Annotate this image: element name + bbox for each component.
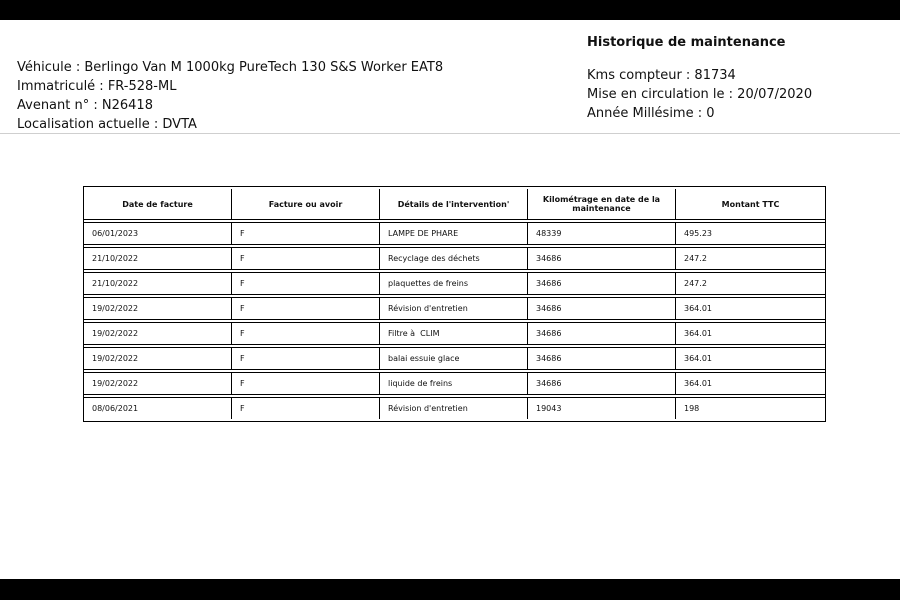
header-divider	[0, 133, 900, 134]
cell-type: F	[232, 372, 380, 395]
cell-details: Recyclage des déchets	[380, 247, 528, 270]
cell-type: F	[232, 297, 380, 320]
cell-type: F	[232, 247, 380, 270]
maintenance-meta	[587, 66, 812, 123]
odometer-reading: Kms compteur : 81734	[587, 68, 736, 83]
cell-mileage: 34686	[528, 247, 676, 270]
cell-amount: 495.23	[676, 222, 825, 245]
cell-amount: 364.01	[676, 297, 825, 320]
table-row	[84, 397, 825, 419]
vehicle-model: Véhicule : Berlingo Van M 1000kg PureTech 130 S&S Worker EAT8	[17, 60, 444, 75]
cell-type: F	[232, 397, 380, 419]
page-title: Historique de maintenance	[587, 35, 786, 50]
document-page	[0, 20, 900, 579]
cell-date: 19/02/2022	[84, 322, 232, 345]
table-header-row	[84, 189, 825, 220]
amendment-number: Avenant n° : N26418	[17, 98, 153, 113]
cell-type: F	[232, 322, 380, 345]
cell-mileage: 19043	[528, 397, 676, 419]
cell-date: 08/06/2021	[84, 397, 232, 419]
column-header-details: Détails de l'intervention'	[380, 189, 528, 220]
column-header-date: Date de facture	[84, 189, 232, 220]
cell-amount: 247.2	[676, 272, 825, 295]
table-row	[84, 322, 825, 345]
cell-mileage: 34686	[528, 322, 676, 345]
table-row	[84, 297, 825, 320]
cell-amount: 364.01	[676, 322, 825, 345]
cell-mileage: 34686	[528, 297, 676, 320]
cell-date: 19/02/2022	[84, 347, 232, 370]
cell-amount: 364.01	[676, 372, 825, 395]
cell-details: plaquettes de freins	[380, 272, 528, 295]
table-row	[84, 247, 825, 270]
cell-type: F	[232, 222, 380, 245]
maintenance-table	[83, 186, 826, 422]
cell-amount: 198	[676, 397, 825, 419]
table-row	[84, 272, 825, 295]
cell-details: Filtre à CLIM	[380, 322, 528, 345]
table-row	[84, 222, 825, 245]
model-year: Année Millésime : 0	[587, 106, 715, 121]
cell-type: F	[232, 347, 380, 370]
license-plate: Immatriculé : FR-528-ML	[17, 79, 177, 94]
cell-date: 06/01/2023	[84, 222, 232, 245]
cell-type: F	[232, 272, 380, 295]
cell-mileage: 34686	[528, 272, 676, 295]
column-header-amount: Montant TTC	[676, 189, 825, 220]
column-header-mileage: Kilométrage en date de la maintenance	[528, 189, 676, 220]
cell-details: balai essuie glace	[380, 347, 528, 370]
cell-mileage: 34686	[528, 347, 676, 370]
cell-mileage: 34686	[528, 372, 676, 395]
cell-details: Révision d'entretien	[380, 297, 528, 320]
table-row	[84, 347, 825, 370]
cell-date: 21/10/2022	[84, 247, 232, 270]
registration-date: Mise en circulation le : 20/07/2020	[587, 87, 813, 102]
current-location: Localisation actuelle : DVTA	[17, 117, 197, 132]
vehicle-info	[17, 58, 443, 134]
column-header-type: Facture ou avoir	[232, 189, 380, 220]
table-row	[84, 372, 825, 395]
cell-details: liquide de freins	[380, 372, 528, 395]
cell-amount: 247.2	[676, 247, 825, 270]
cell-amount: 364.01	[676, 347, 825, 370]
cell-details: LAMPE DE PHARE	[380, 222, 528, 245]
cell-details: Révision d'entretien	[380, 397, 528, 419]
cell-date: 19/02/2022	[84, 372, 232, 395]
cell-date: 19/02/2022	[84, 297, 232, 320]
cell-date: 21/10/2022	[84, 272, 232, 295]
cell-mileage: 48339	[528, 222, 676, 245]
